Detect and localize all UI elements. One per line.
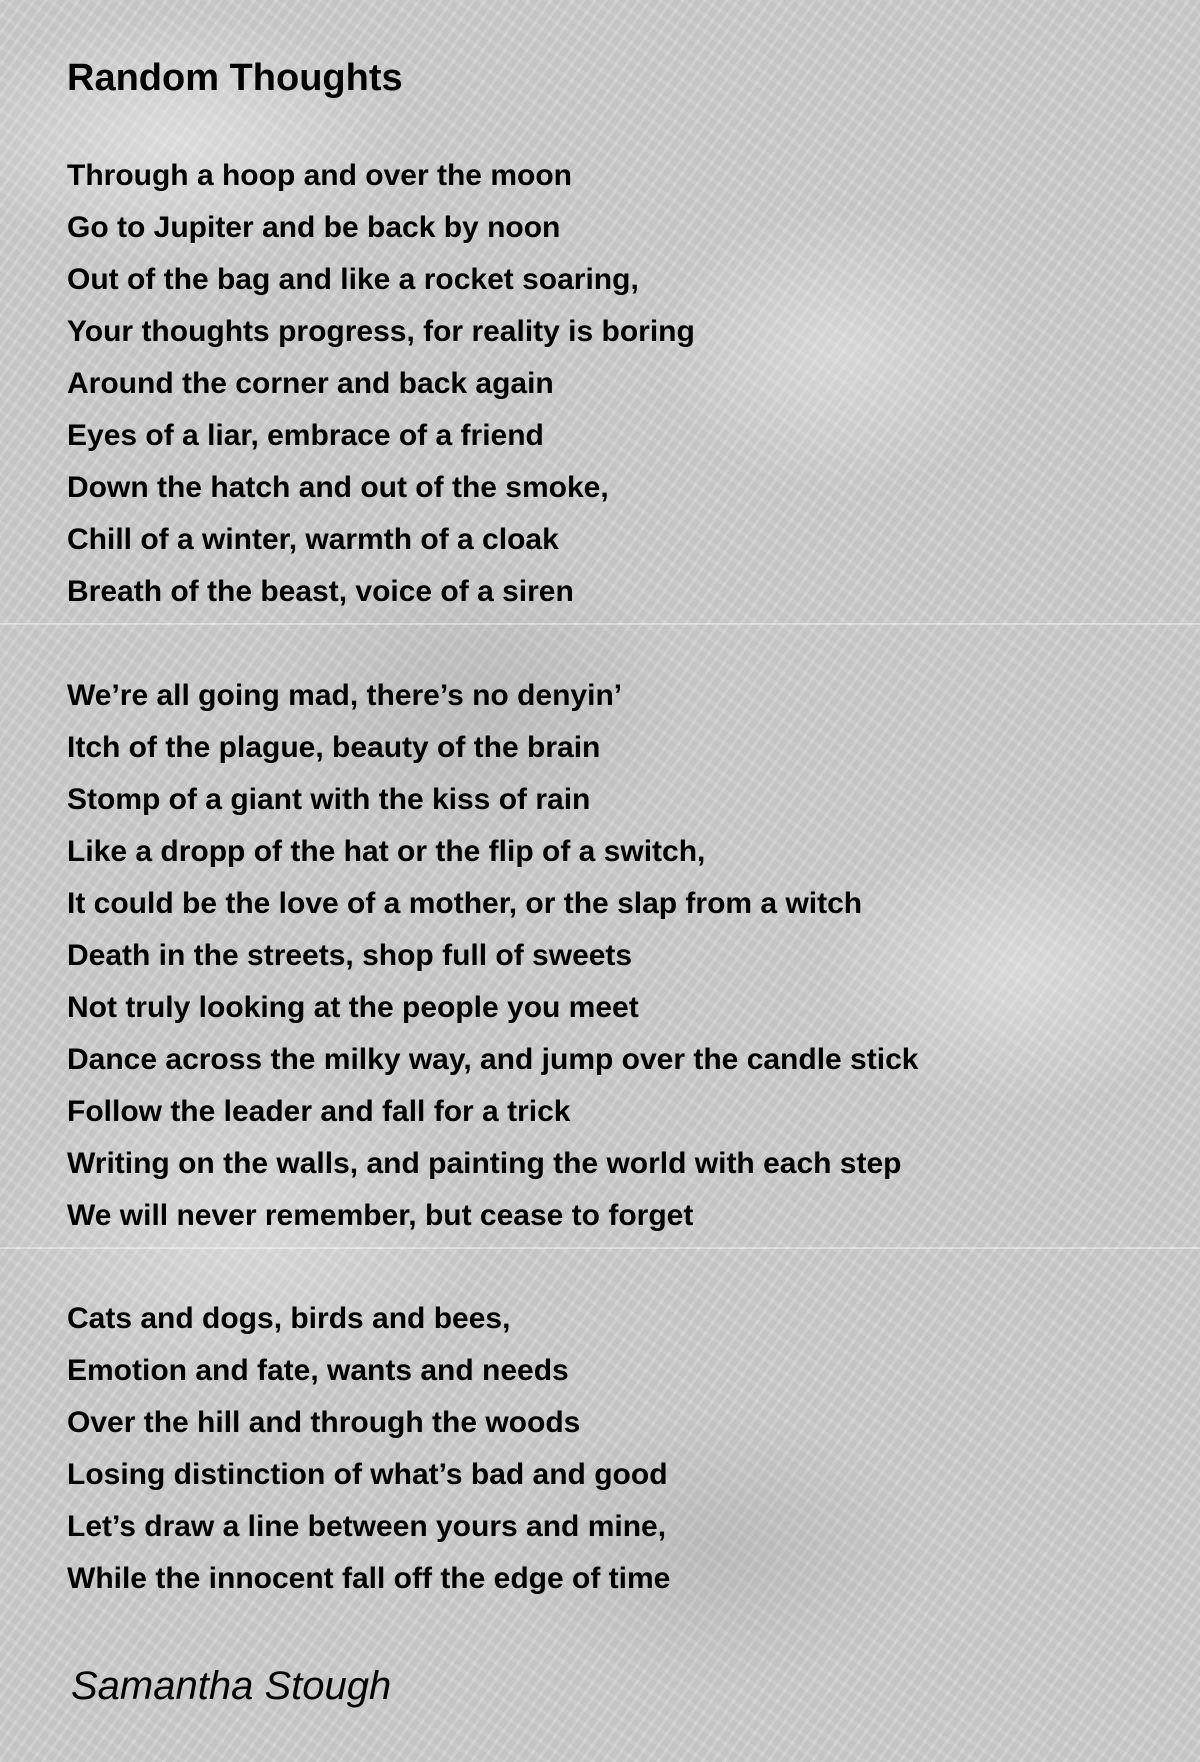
stanza-3	[67, 1293, 670, 1605]
poem-line: Itch of the plague, beauty of the brain	[67, 731, 601, 764]
poem-line: Losing distinction of what’s bad and good	[67, 1458, 668, 1491]
poem-line: Like a dropp of the hat or the flip of a switch,	[67, 835, 706, 868]
poem-line: Eyes of a liar, embrace of a friend	[67, 419, 544, 452]
poem-line: Death in the streets, shop full of sweets	[67, 939, 633, 972]
poem-line: Over the hill and through the woods	[67, 1406, 581, 1439]
poem-line: We will never remember, but cease to forget	[67, 1199, 694, 1232]
poem-line: Emotion and fate, wants and needs	[67, 1354, 569, 1387]
poem-line: Dance across the milky way, and jump over the candle stick	[67, 1043, 919, 1076]
band-divider-1	[0, 623, 1200, 625]
poem-line: Writing on the walls, and painting the world with each step	[67, 1147, 902, 1180]
poem-line: Through a hoop and over the moon	[67, 159, 572, 192]
poem-line: Chill of a winter, warmth of a cloak	[67, 523, 559, 556]
stanza-2	[67, 670, 918, 1242]
poem-line: Breath of the beast, voice of a siren	[67, 575, 574, 608]
poem-line: Out of the bag and like a rocket soaring,	[67, 263, 639, 296]
poem-line: Follow the leader and fall for a trick	[67, 1095, 571, 1128]
poem-line: Around the corner and back again	[67, 367, 554, 400]
poem-line: Down the hatch and out of the smoke,	[67, 471, 609, 504]
poem-author: Samantha Stough	[71, 1664, 392, 1708]
band-divider-2	[0, 1247, 1200, 1249]
poem-line: While the innocent fall off the edge of time	[67, 1562, 671, 1595]
poem-title: Random Thoughts	[67, 57, 403, 99]
poem-line: Let’s draw a line between yours and mine,	[67, 1510, 667, 1543]
poem-line: Cats and dogs, birds and bees,	[67, 1302, 511, 1335]
stanza-1	[67, 150, 695, 618]
poem-line: Go to Jupiter and be back by noon	[67, 211, 561, 244]
poem-line: Not truly looking at the people you meet	[67, 991, 639, 1024]
poem-line: We’re all going mad, there’s no denyin’	[67, 679, 623, 712]
poem-line: Stomp of a giant with the kiss of rain	[67, 783, 591, 816]
poem-line: Your thoughts progress, for reality is boring	[67, 315, 695, 348]
poem-line: It could be the love of a mother, or the slap from a witch	[67, 887, 863, 920]
